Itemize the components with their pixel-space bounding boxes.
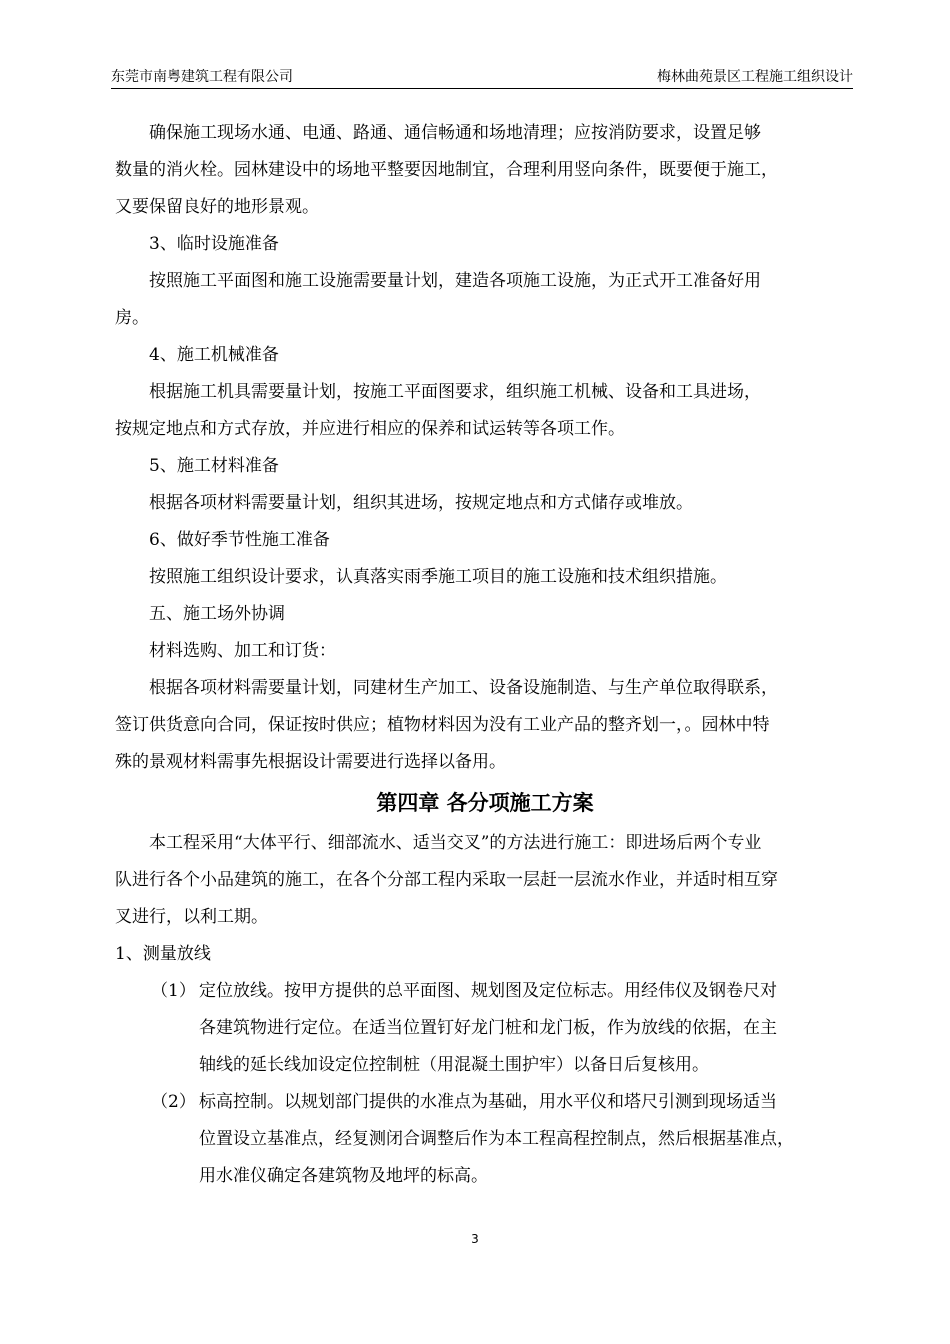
list-item-elevation (115, 1084, 855, 1195)
text-line: 又要保留良好的地形景观。 (115, 197, 319, 217)
text-line: 根据各项材料需要量计划，同建材生产加工、设备设施制造、与生产单位取得联系， (149, 678, 778, 698)
text-line: 确保施工现场水通、电通、路通、通信畅通和场地清理；应按消防要求，设置足够 (149, 123, 761, 143)
text-line: 轴线的延长线加设定位控制桩（用混凝土围护牢）以备日后复核用。 (199, 1055, 709, 1075)
text-line: 各建筑物进行定位。在适当位置钉好龙门桩和龙门板，作为放线的依据，在主 (199, 1018, 777, 1038)
heading-survey: 1、测量放线 (115, 944, 211, 964)
heading-external-coordination: 五、施工场外协调 (149, 604, 285, 624)
header-divider (111, 88, 853, 89)
text-line: 叉进行，以利工期。 (115, 907, 268, 927)
heading-material-purchase: 材料选购、加工和订货： (149, 641, 336, 661)
list-item-number: （2） (151, 1092, 196, 1112)
text-line: 标高控制。以规划部门提供的水准点为基础，用水平仪和塔尺引测到现场适当 (199, 1092, 777, 1112)
paragraph-construction-method (115, 825, 855, 936)
text-line: 数量的消火栓。园林建设中的场地平整要因地制宜，合理利用竖向条件，既要便于施工， (115, 160, 778, 180)
heading-materials: 5、施工材料准备 (149, 456, 279, 476)
list-item-positioning (115, 973, 855, 1084)
text-line: 房。 (115, 308, 149, 328)
paragraph-seasonal: 按照施工组织设计要求，认真落实雨季施工项目的施工设施和技术组织措施。 (149, 567, 727, 587)
paragraph-material-purchase (115, 670, 855, 781)
text-line: 殊的景观材料需事先根据设计需要进行选择以备用。 (115, 752, 506, 772)
header-company: 东莞市南粤建筑工程有限公司 (111, 69, 293, 85)
page-number: 3 (471, 1232, 479, 1246)
paragraph-machinery (115, 374, 855, 448)
text-line: 按规定地点和方式存放，并应进行相应的保养和试运转等各项工作。 (115, 419, 625, 439)
header-document-title: 梅林曲苑景区工程施工组织设计 (657, 69, 853, 85)
heading-seasonal: 6、做好季节性施工准备 (149, 530, 330, 550)
text-line: 用水准仪确定各建筑物及地坪的标高。 (199, 1166, 488, 1186)
page-header (111, 66, 853, 88)
paragraph-site-preparation (115, 115, 855, 226)
paragraph-materials: 根据各项材料需要量计划，组织其进场，按规定地点和方式储存或堆放。 (149, 493, 693, 513)
text-line: 根据施工机具需要量计划，按施工平面图要求，组织施工机械、设备和工具进场， (149, 382, 761, 402)
paragraph-temporary-facilities (115, 263, 855, 337)
page-body (115, 115, 855, 1195)
text-line: 签订供货意向合同，保证按时供应；植物材料因为没有工业产品的整齐划一，。园林中特 (115, 715, 770, 735)
chapter-title: 第四章 各分项施工方案 (376, 790, 594, 815)
text-line: 按照施工平面图和施工设施需要量计划，建造各项施工设施，为正式开工准备好用 (149, 271, 761, 291)
heading-temporary-facilities: 3、临时设施准备 (149, 234, 279, 254)
text-line: 位置设立基准点，经复测闭合调整后作为本工程高程控制点，然后根据基准点， (199, 1129, 794, 1149)
list-item-number: （1） (151, 981, 196, 1001)
text-line: 本工程采用“大体平行、细部流水、适当交叉”的方法进行施工：即进场后两个专业 (149, 833, 762, 853)
heading-machinery: 4、施工机械准备 (149, 345, 279, 365)
text-line: 队进行各个小品建筑的施工，在各个分部工程内采取一层赶一层流水作业，并适时相互穿 (115, 870, 778, 890)
text-line: 定位放线。按甲方提供的总平面图、规划图及定位标志。用经伟仪及钢卷尺对 (199, 981, 777, 1001)
